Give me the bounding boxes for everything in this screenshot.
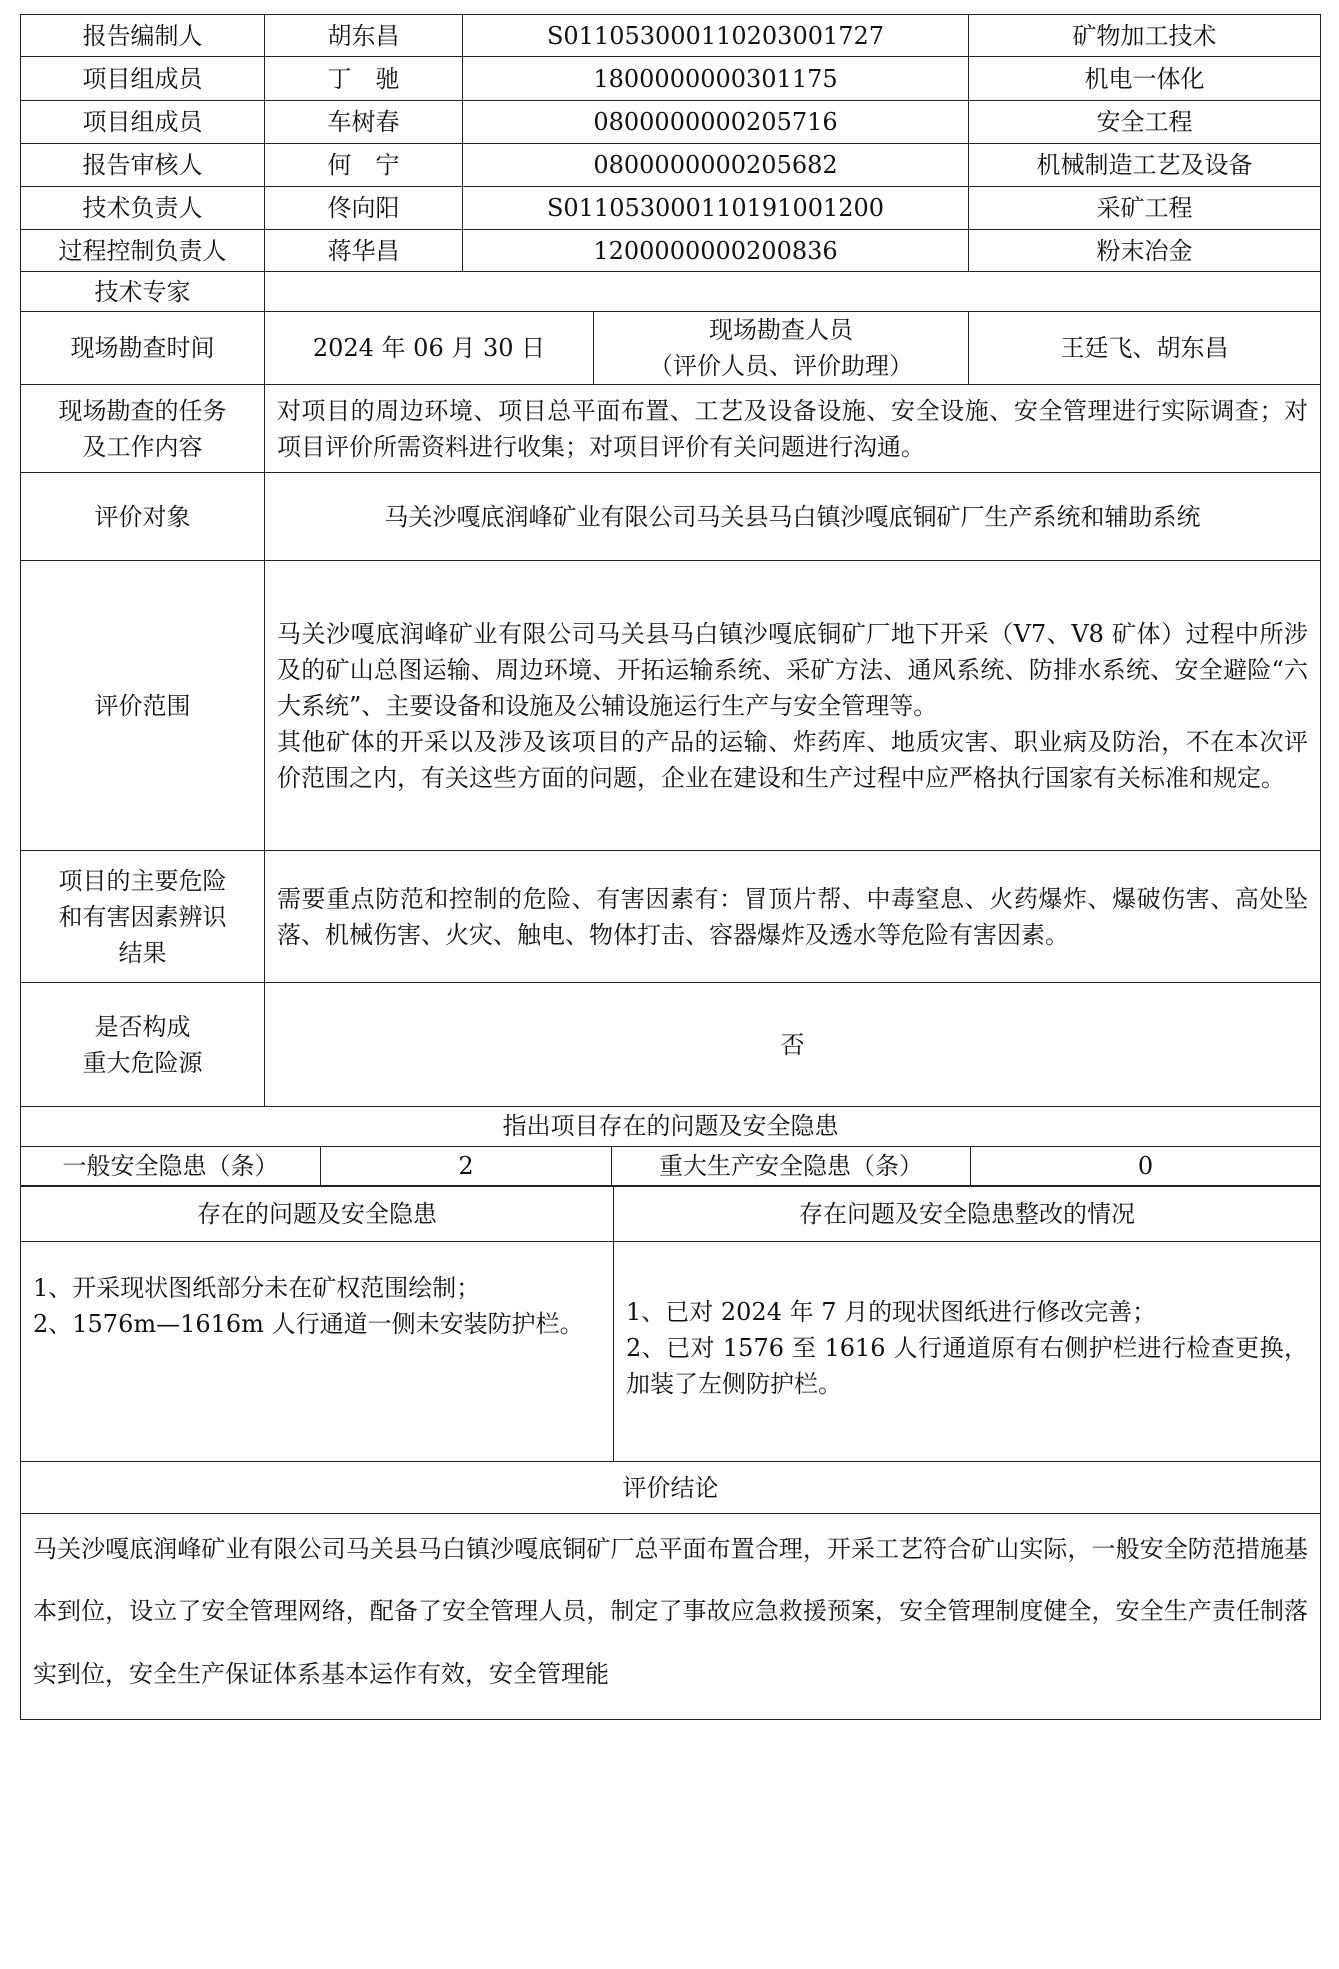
role-cell: 报告编制人 — [21, 15, 265, 57]
specialty-cell: 矿物加工技术 — [969, 15, 1321, 57]
issues-header: 指出项目存在的问题及安全隐患 — [21, 1106, 1321, 1146]
personnel-row — [21, 230, 1321, 272]
major-hazard-row — [21, 983, 1321, 1107]
specialty-cell: 粉末冶金 — [969, 230, 1321, 272]
fixes-cell — [614, 1242, 1321, 1462]
scope-paragraph: 其他矿体的开采以及涉及该项目的产品的运输、炸药库、地质灾害、职业病及防治，不在本次评价范围之内，有关这些方面的问题，企业在建设和生产过程中应严格执行国家有关标准和规定。 — [277, 727, 1309, 792]
role-cell: 技术负责人 — [21, 187, 265, 230]
survey-staff-label — [594, 312, 969, 385]
role-cell: 报告审核人 — [21, 144, 265, 187]
scope-row — [21, 561, 1321, 851]
conclusion-header-row — [21, 1462, 1321, 1514]
major-hazard-label-line: 是否构成 — [94, 1012, 191, 1041]
name-cell: 车树春 — [265, 101, 463, 144]
hazards-row — [21, 851, 1321, 983]
role-cell: 项目组成员 — [21, 101, 265, 144]
specialty-cell: 机电一体化 — [969, 57, 1321, 101]
object-row — [21, 473, 1321, 561]
cert-cell: 0800000000205682 — [463, 144, 969, 187]
conclusion-text: 马关沙嘎底润峰矿业有限公司马关县马白镇沙嘎底铜矿厂总平面布置合理，开采工艺符合矿山实际，一般安全防范措施基本到位，设立了安全管理网络，配备了安全管理人员，制定了事故应急救援预案，安全管理制度健全，安全生产责任制落实到位，安全生产保证体系基本运作有效，安全管理能 — [21, 1514, 1321, 1720]
task-value: 对项目的周边环境、项目总平面布置、工艺及设备设施、安全设施、安全管理进行实际调查；对项目评价所需资料进行收集；对项目评价有关问题进行沟通。 — [265, 385, 1321, 473]
survey-staff-label-line: （评价人员、评价助理） — [649, 352, 913, 380]
conclusion-row — [21, 1514, 1321, 1720]
problems-cell — [21, 1242, 614, 1462]
hazards-value: 需要重点防范和控制的危险、有害因素有：冒顶片帮、中毒窒息、火药爆炸、爆破伤害、高处坠落、机械伤害、火灾、触电、物体打击、容器爆炸及透水等危险有害因素。 — [265, 851, 1321, 983]
survey-time-label: 现场勘查时间 — [21, 312, 265, 385]
fix-item: 1、已对 2024 年 7 月的现状图纸进行修改完善； — [626, 1298, 1157, 1326]
personnel-row — [21, 144, 1321, 187]
name-cell: 丁 驰 — [265, 57, 463, 101]
survey-staff-value: 王廷飞、胡东昌 — [969, 312, 1321, 385]
major-hazard-count: 0 — [971, 1146, 1321, 1186]
general-hazard-label: 一般安全隐患（条） — [21, 1146, 321, 1186]
expert-row — [21, 272, 1321, 312]
major-hazard-value: 否 — [265, 983, 1321, 1107]
name-cell: 佟向阳 — [265, 187, 463, 230]
hazards-label-line: 结果 — [118, 938, 167, 967]
cert-cell: S011053000110191001200 — [463, 187, 969, 230]
problems-column-header: 存在的问题及安全隐患 — [21, 1186, 614, 1242]
general-hazard-count: 2 — [321, 1146, 612, 1186]
scope-value — [265, 561, 1321, 851]
hazards-label-line: 和有害因素辨识 — [58, 902, 227, 931]
personnel-row — [21, 187, 1321, 230]
task-label-line: 及工作内容 — [82, 432, 203, 461]
task-row — [21, 385, 1321, 473]
name-cell: 蒋华昌 — [265, 230, 463, 272]
issues-header-row — [21, 1106, 1321, 1146]
hazards-label — [21, 851, 265, 983]
cert-cell: S011053000110203001727 — [463, 15, 969, 57]
evaluation-report-page — [20, 14, 1320, 1720]
scope-paragraph: 马关沙嘎底润峰矿业有限公司马关县马白镇沙嘎底铜矿厂地下开采（V7、V8 矿体）过程中所涉及的矿山总图运输、周边环境、开拓运输系统、采矿方法、通风系统、防排水系统、安全避险“六大系统”、主要设备和设施及公辅设施运行生产与安全管理等。 — [277, 619, 1309, 720]
personnel-row — [21, 57, 1321, 101]
scope-label: 评价范围 — [21, 561, 265, 851]
specialty-cell: 安全工程 — [969, 101, 1321, 144]
survey-time-value: 2024 年 06 月 30 日 — [265, 312, 594, 385]
task-label-line: 现场勘查的任务 — [58, 396, 227, 425]
survey-staff-label-line: 现场勘查人员 — [709, 316, 853, 344]
name-cell: 何 宁 — [265, 144, 463, 187]
issues-table — [20, 1106, 1321, 1187]
fix-item: 2、已对 1576 至 1616 人行通道原有右侧护栏进行检查更换，加装了左侧防护栏。 — [626, 1334, 1308, 1398]
task-label — [21, 385, 265, 473]
object-label: 评价对象 — [21, 473, 265, 561]
role-cell: 项目组成员 — [21, 57, 265, 101]
cert-cell: 1200000000200836 — [463, 230, 969, 272]
major-hazard-label — [21, 983, 265, 1107]
expert-value — [265, 272, 1321, 312]
fixes-column-header: 存在问题及安全隐患整改的情况 — [614, 1186, 1321, 1242]
name-cell: 胡东昌 — [265, 15, 463, 57]
personnel-table — [20, 14, 1321, 1107]
major-hazard-count-label: 重大生产安全隐患（条） — [612, 1146, 971, 1186]
issues-detail-row — [21, 1242, 1321, 1462]
role-cell: 过程控制负责人 — [21, 230, 265, 272]
issues-count-row — [21, 1146, 1321, 1186]
specialty-cell: 采矿工程 — [969, 187, 1321, 230]
object-value: 马关沙嘎底润峰矿业有限公司马关县马白镇沙嘎底铜矿厂生产系统和辅助系统 — [265, 473, 1321, 561]
specialty-cell: 机械制造工艺及设备 — [969, 144, 1321, 187]
cert-cell: 1800000000301175 — [463, 57, 969, 101]
issues-detail-table — [20, 1185, 1321, 1720]
problem-item: 2、1576m—1616m 人行通道一侧未安装防护栏。 — [33, 1310, 584, 1338]
issues-column-header-row — [21, 1186, 1321, 1242]
cert-cell: 0800000000205716 — [463, 101, 969, 144]
personnel-row — [21, 101, 1321, 144]
personnel-row — [21, 15, 1321, 57]
conclusion-header: 评价结论 — [21, 1462, 1321, 1514]
hazards-label-line: 项目的主要危险 — [58, 866, 227, 895]
survey-row — [21, 312, 1321, 385]
problem-item: 1、开采现状图纸部分未在矿权范围绘制； — [33, 1274, 481, 1302]
major-hazard-label-line: 重大危险源 — [82, 1048, 203, 1077]
expert-label: 技术专家 — [21, 272, 265, 312]
